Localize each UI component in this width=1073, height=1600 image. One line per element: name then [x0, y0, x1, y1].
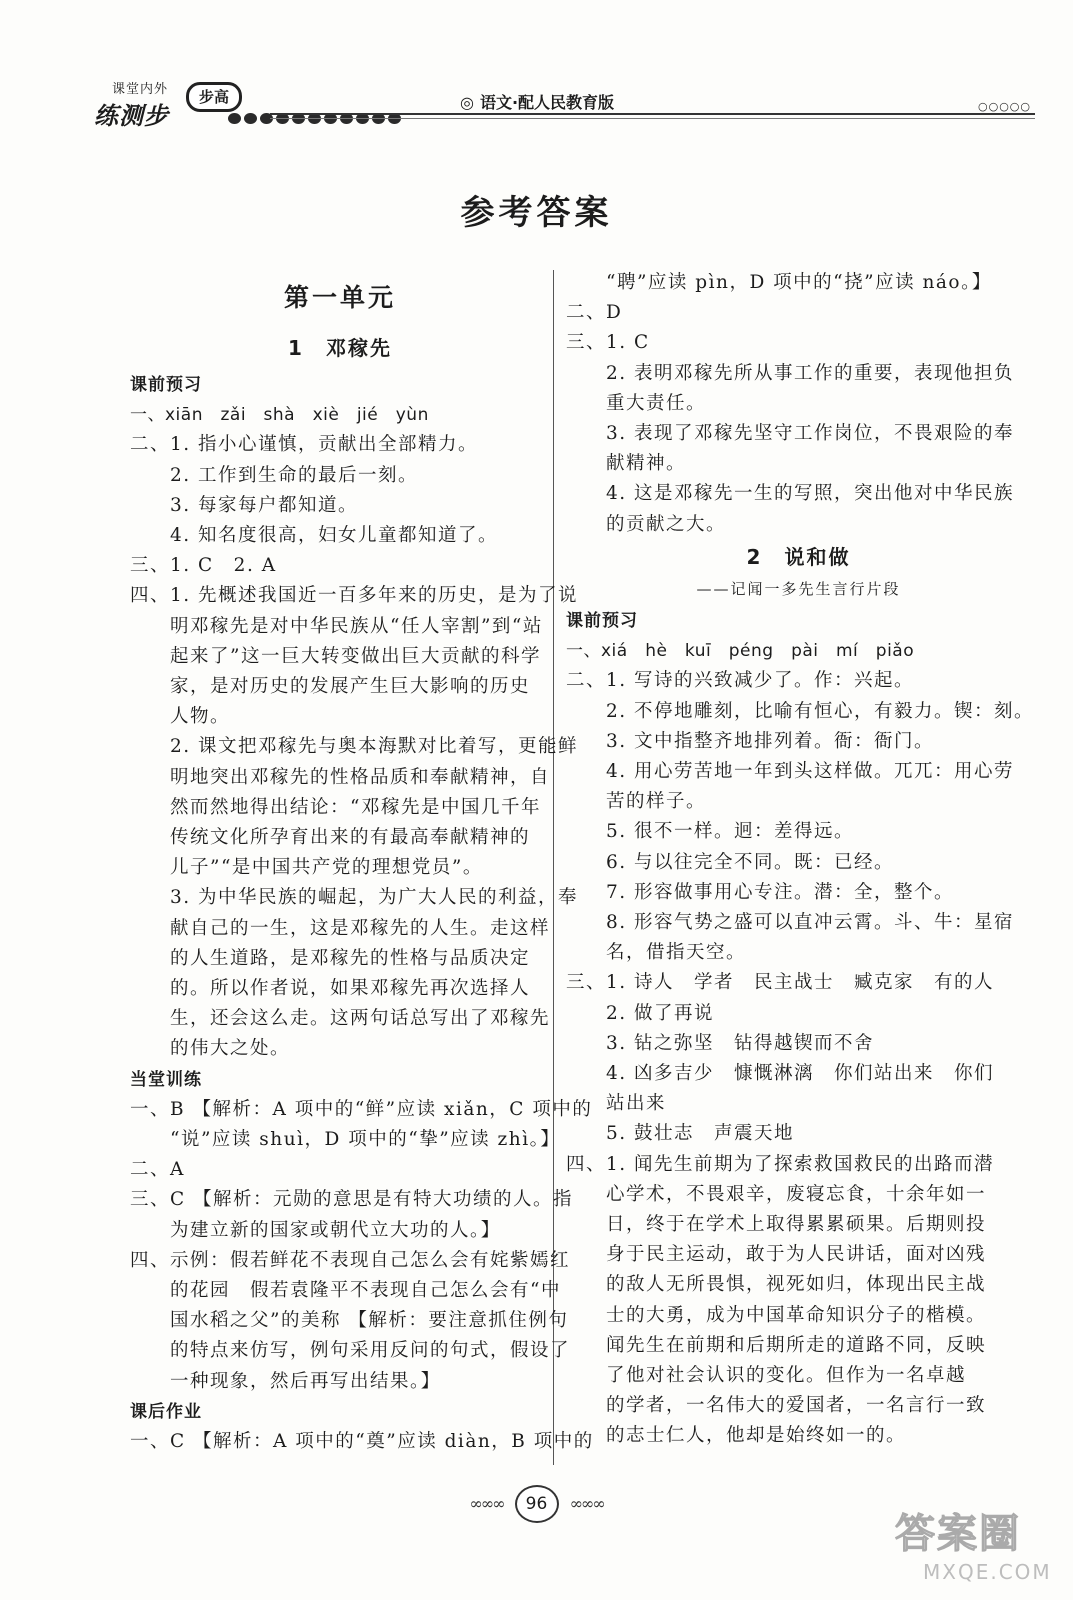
answer-line: 二、D [566, 302, 623, 324]
answer-line: 明邓稼先是对中华民族从“任人宰割”到“站 [130, 615, 543, 637]
answer-line: 的特点来仿写，例句采用反问的句式，假设了 [130, 1340, 571, 1362]
answer-line: 3. 为中华民族的崛起，为广大人民的利益，奉 [130, 887, 579, 909]
answer-line: 四、示例：假若鲜花不表现自己怎么会有姹紫嫣红 [130, 1249, 571, 1271]
answer-line: 二、1. 指小心谨慎，贡献出全部精力。 [130, 434, 479, 456]
answer-line: 心学术，不畏艰辛，废寝忘食，十余年如一 [566, 1183, 987, 1205]
answer-line: 3. 文中指整齐地排列着。衙：衙门。 [566, 730, 935, 752]
brand-logo: 练测步 [94, 102, 169, 130]
answer-line: 二、1. 写诗的兴致减少了。作：兴起。 [566, 670, 915, 692]
answer-line: 然而然地得出结论：“邓稼先是中国几千年 [130, 796, 541, 818]
answer-line: 3. 表现了邓稼先坚守工作岗位，不畏艰险的奉 [566, 423, 1015, 444]
answer-line: 4. 用心劳苦地一年到头这样做。兀兀：用心劳 [566, 761, 1015, 782]
answer-line: 一、xiá hè kuī péng pài mí piǎo [566, 641, 915, 662]
answer-line: 三、C 【解析：元勋的意思是有特大功绩的人。指 [130, 1189, 574, 1211]
answer-line: 的伟大之处。 [130, 1038, 291, 1060]
answer-line: 的志士仁人，他却是始终如一的。 [566, 1425, 907, 1447]
answer-line: 的花园 假若袁隆平不表现自己怎么会有“中 [130, 1280, 561, 1301]
answer-line: 苦的样子。 [566, 791, 707, 813]
answer-line: 6. 与以往完全不同。既：已经。 [566, 851, 895, 873]
answer-line: 8. 形容气势之盛可以直冲云霄。斗、牛：星宿 [566, 912, 1015, 933]
answer-line: 的人生道路，是邓稼先的性格与品质决定 [130, 947, 531, 969]
answer-line: 3. 每家每户都知道。 [130, 494, 359, 516]
answer-line: 2. 表明邓稼先所从事工作的重要，表现他担负 [566, 362, 1015, 384]
answer-line: 的敌人无所畏惧，视死如归，体现出民主战 [566, 1274, 987, 1296]
edition-text: 语文·配人民教育版 [479, 93, 615, 112]
answer-line: 人物。 [130, 706, 231, 728]
answer-line: 四、1. 闻先生前期为了探索救国救民的出路而潜 [566, 1153, 995, 1175]
brand-tagline: 课堂内外 [112, 82, 169, 97]
answer-line: 4. 凶多吉少 慷慨淋漓 你们站出来 你们 [566, 1063, 995, 1084]
answer-line: 为建立新的国家或朝代立大功的人。】 [130, 1219, 501, 1241]
answer-line: 名，借指天空。 [566, 942, 747, 964]
answer-line: 家，是对历史的发展产生巨大影响的历史 [130, 676, 531, 697]
page-header [0, 0, 1073, 140]
answer-line: 儿子”“是中国共产党的理想党员”。 [130, 857, 483, 879]
answer-line: 闻先生在前期和后期所走的道路不同，反映 [566, 1334, 987, 1356]
answer-line: “说”应读 shuì，D 项中的“挚”应读 zhì。】 [130, 1129, 561, 1150]
page-number: 96 [515, 1485, 559, 1523]
answer-line: 2. 不停地雕刻，比喻有恒心，有毅力。锲：刻。 [566, 700, 1035, 722]
answer-line: 2. 做了再说 [566, 1002, 715, 1024]
ornament-right-icon: ∞∞∞ [569, 1494, 604, 1513]
lesson-title: 2 说和做 [746, 545, 851, 569]
answer-line: 7. 形容做事用心专注。潜：全，整个。 [566, 881, 955, 903]
page-title: 参考答案 [460, 193, 613, 233]
brand-badge: 步高 [186, 82, 242, 112]
section-heading: 当堂训练 [130, 1069, 202, 1090]
watermark-url: MXQE.COM [923, 1560, 1052, 1584]
lesson-title: 1 邓稼先 [288, 336, 392, 360]
clock-icon: ◎ [460, 93, 474, 112]
answer-line: 4. 这是邓稼先一生的写照，突出他对中华民族 [566, 483, 1015, 505]
answer-line: 士的大勇，成为中国革命知识分子的楷模。 [566, 1304, 987, 1326]
answer-line: 明地突出邓稼先的性格品质和奉献精神，自 [130, 766, 551, 788]
answer-line: 重大责任。 [566, 392, 707, 414]
ornament-left-icon: ∞∞∞ [469, 1494, 504, 1513]
answer-line: 一、C 【解析：A 项中的“奠”应读 diàn，B 项中的 [130, 1431, 594, 1452]
answer-line: 站出来 [566, 1093, 667, 1115]
unit-title: 第一单元 [283, 283, 396, 312]
answer-line: 三、1. 诗人 学者 民主战士 臧克家 有的人 [566, 972, 995, 994]
answer-line: 的贡献之大。 [566, 513, 727, 535]
answer-line: 2. 工作到生命的最后一刻。 [130, 464, 419, 486]
answer-line: 一、xiān zǎi shà xiè jié yùn [130, 405, 429, 426]
answer-line: 三、1. C [566, 332, 650, 354]
answer-line: 2. 课文把邓稼先与奥本海默对比着写，更能鲜 [130, 736, 579, 758]
answer-line: 一种现象，然后再写出结果。】 [130, 1370, 441, 1392]
section-heading: 课前预习 [130, 375, 202, 395]
watermark-logo [895, 1502, 1060, 1592]
header-rule-thin [270, 118, 1035, 119]
section-heading: 课前预习 [566, 611, 638, 631]
answer-line: 四、1. 先概述我国近一百多年来的历史，是为了说 [130, 585, 579, 607]
answer-line: 献精神。 [566, 453, 687, 475]
answer-line: 一、B 【解析：A 项中的“鲜”应读 xiǎn，C 项中的 [130, 1098, 593, 1120]
answer-line: 国水稻之父”的美称 【解析：要注意抓住例句 [130, 1310, 569, 1332]
header-circles: ○○○○○ [978, 100, 1031, 113]
answer-line: 生，还会这么走。这两句话总写出了邓稼先 [130, 1008, 551, 1030]
answer-line: 起来了”这一巨大转变做出巨大贡献的科学 [130, 645, 541, 667]
answer-line: 献自己的一生，这是邓稼先的人生。走这样 [130, 917, 551, 939]
answer-line: 三、1. C 2. A [130, 555, 277, 577]
edition-label [460, 90, 614, 113]
answer-line: 日，终于在学术上取得累累硕果。后期则投 [566, 1214, 987, 1235]
answer-line: 了他对社会认识的变化。但作为一名卓越 [566, 1365, 967, 1386]
answer-line: 5. 很不一样。迥：差得远。 [566, 821, 855, 843]
lesson-subtitle: ——记闻一多先生言行片段 [696, 580, 901, 598]
answer-line: 3. 钻之弥坚 钻得越锲而不舍 [566, 1032, 875, 1054]
answer-line: 二、A [130, 1159, 185, 1181]
answer-line: 的。所以作者说，如果邓稼先再次选择人 [130, 978, 531, 999]
answer-line: 身于民主运动，敢于为人民讲话，面对凶残 [566, 1244, 987, 1266]
answer-line: 5. 鼓壮志 声震天地 [566, 1123, 795, 1145]
answer-line: 4. 知名度很高，妇女儿童都知道了。 [130, 525, 499, 546]
watermark-text: 答案圈 [895, 1511, 1021, 1557]
header-rule [270, 113, 1035, 115]
section-heading: 课后作业 [130, 1401, 202, 1422]
answer-line: 的学者，一名伟大的爱国者，一名言行一致 [566, 1395, 987, 1417]
answer-line: 传统文化所孕育出来的有最高奉献精神的 [130, 827, 531, 848]
answer-line: “聘”应读 pìn，D 项中的“挠”应读 náo。】 [566, 272, 992, 293]
